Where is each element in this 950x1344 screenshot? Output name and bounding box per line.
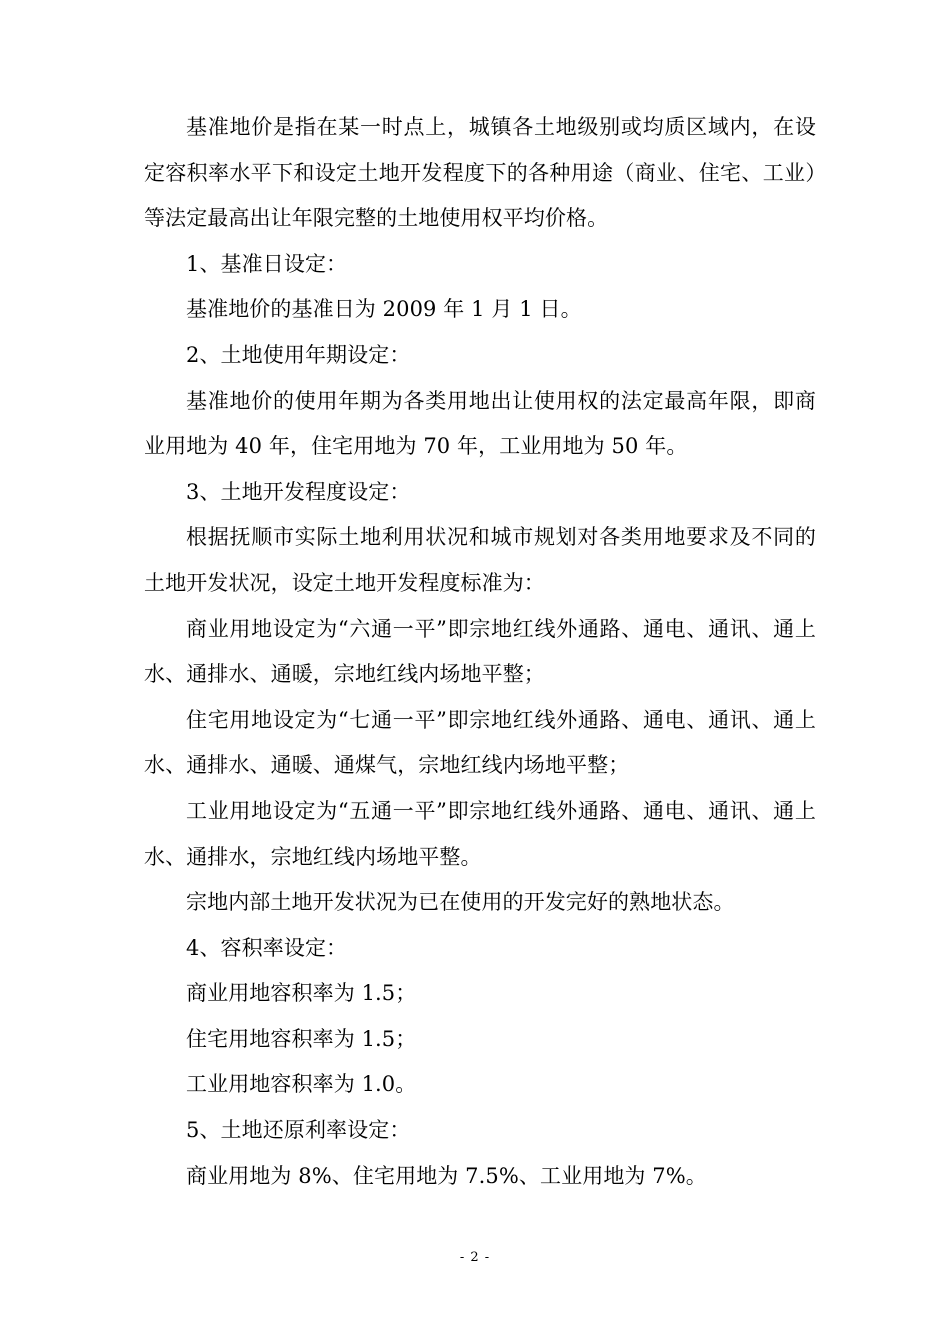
paragraph-capitalization-rates: 商业用地为 8%、住宅用地为 7.5%、工业用地为 7%。 <box>186 1163 707 1188</box>
paragraph-residential-development: 住宅用地设定为“七通一平”即宗地红线外通路、通电、通讯、通上水、通排水、通暖、通煤气，宗地红线内场地平整； <box>144 707 816 778</box>
paragraph-industrial-development: 工业用地设定为“五通一平”即宗地红线外通路、通电、通讯、通上水、通排水，宗地红线内场地平整。 <box>144 798 816 869</box>
paragraph-base-date: 基准地价的基准日为 2009 年 1 月 1 日。 <box>186 297 582 322</box>
paragraph-residential-plot-ratio: 住宅用地容积率为 1.5； <box>186 1026 417 1051</box>
section-heading-plot-ratio: 4、容积率设定： <box>186 935 348 960</box>
paragraph-industrial-plot-ratio: 工业用地容积率为 1.0。 <box>186 1072 417 1097</box>
paragraph-commercial-plot-ratio: 商业用地容积率为 1.5； <box>186 981 417 1006</box>
section-heading-development-level: 3、土地开发程度设定： <box>186 479 411 504</box>
paragraph-commercial-development: 商业用地设定为“六通一平”即宗地红线外通路、通电、通讯、通上水、通排水、通暖，宗地红线内场地平整； <box>144 616 816 687</box>
document-body <box>144 105 816 1199</box>
section-heading-capitalization-rate: 5、土地还原利率设定： <box>186 1118 411 1143</box>
paragraph-definition: 基准地价是指在某一时点上，城镇各土地级别或均质区域内，在设定容积率水平下和设定土地开发程度下的各种用途（商业、住宅、工业）等法定最高出让年限完整的土地使用权平均价格。 <box>144 115 816 231</box>
section-heading-base-date: 1、基准日设定： <box>186 251 348 276</box>
section-heading-land-use-term: 2、土地使用年期设定： <box>186 342 411 367</box>
paragraph-development-standard: 根据抚顺市实际土地利用状况和城市规划对各类用地要求及不同的土地开发状况，设定土地开发程度标准为： <box>144 525 816 595</box>
paragraph-land-use-term: 基准地价的使用年期为各类用地出让使用权的法定最高年限，即商业用地为 40 年，住宅用地为 70 年，工业用地为 50 年。 <box>144 388 816 459</box>
page-number: - 2 - <box>459 1250 491 1265</box>
paragraph-internal-development: 宗地内部土地开发状况为已在使用的开发完好的熟地状态。 <box>186 890 735 915</box>
